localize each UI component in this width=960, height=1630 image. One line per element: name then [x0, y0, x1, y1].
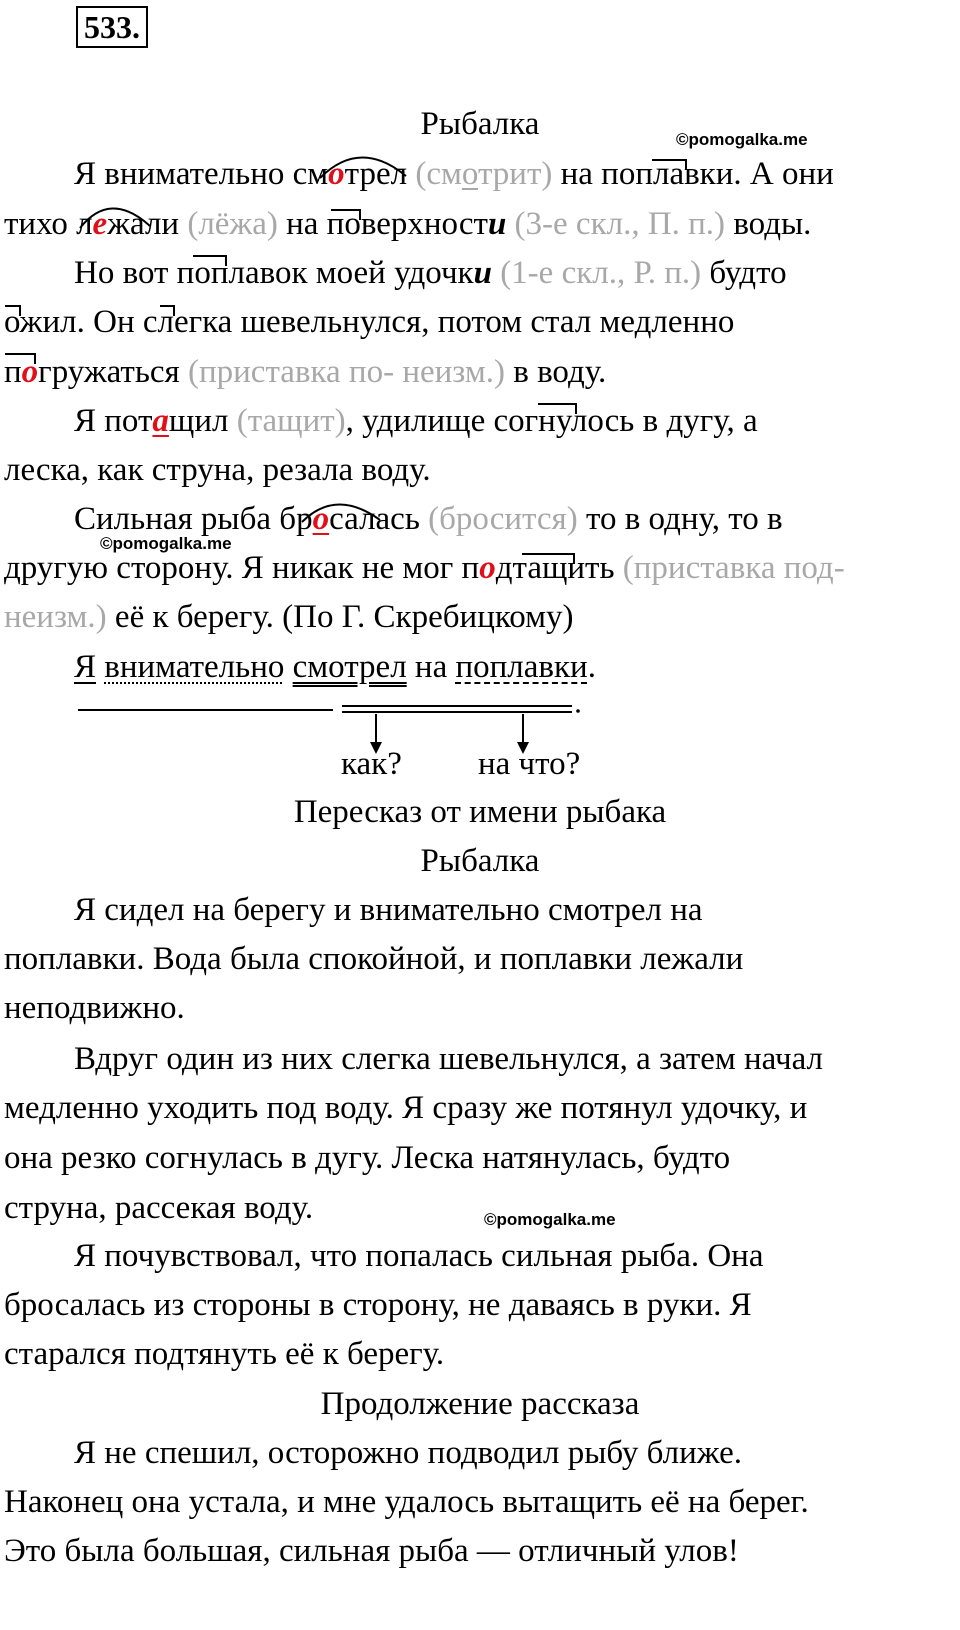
subject: Я	[74, 649, 97, 685]
text-line-6: Я потащил (тащит), удилище согнулось в дугу, а	[74, 403, 758, 439]
retell-line: поплавки. Вода была спокойной, и поплавки лежали	[4, 941, 744, 977]
retell-line: старался подтянуть её к берегу.	[4, 1336, 445, 1372]
retell-line: она резко согнулась в дугу. Леска натянулась, будто	[4, 1140, 731, 1176]
text-line-1: Я внимательно смотрел (смотрит) на поплавки. А они	[74, 156, 834, 192]
text-line-2: тихо лежали (лёжа) на поверхности (3-е скл., П. п.) воды.	[4, 206, 812, 242]
text-line-8: Сильная рыба бросалась (бросится) то в одну, то в	[74, 501, 783, 537]
retell-line: Я почувствовал, что попалась сильная рыба. Она	[74, 1238, 764, 1274]
retell-line: Вдруг один из них слегка шевельнулся, а затем начал	[74, 1041, 824, 1077]
text-line-5: погружаться (приставка по- неизм.) в воду.	[4, 354, 607, 390]
retell-line: бросалась из стороны в сторону, не даваясь в руки. Я	[4, 1287, 752, 1323]
text-line-9: другую сторону. Я никак не мог подтащить (приставка под-	[4, 550, 845, 586]
text-line-10: неизм.) её к берегу. (По Г. Скребицкому)	[4, 599, 574, 635]
continuation-heading: Продолжение рассказа	[320, 1386, 640, 1422]
retell-line: неподвижно.	[4, 990, 185, 1026]
retell-heading: Пересказ от имени рыбака	[293, 794, 667, 830]
text-title: Рыбалка	[420, 106, 540, 142]
exercise-number: 533.	[76, 6, 148, 48]
watermark: ©pomogalka.me	[100, 534, 232, 553]
sentence-parse: Я внимательно смотрел на поплавки.	[74, 649, 596, 685]
adverbial: внимательно	[104, 649, 285, 685]
text-line-4: ожил. Он слегка шевельнулся, потом стал медленно	[4, 304, 735, 340]
predicate: смотрел	[292, 649, 407, 685]
continuation-line: Наконец она устала, и мне удалось вытащить её на берег.	[4, 1484, 809, 1520]
question-how: как?	[341, 746, 402, 782]
question-on-what: на что?	[478, 746, 581, 782]
text-line-3: Но вот поплавок моей удочки (1-е скл., Р. п.) будто	[74, 255, 787, 291]
retell-line: Я сидел на берегу и внимательно смотрел на	[74, 892, 703, 928]
object: поплавки	[455, 649, 588, 685]
watermark: ©pomogalka.me	[484, 1210, 616, 1229]
text-line-7: леска, как струна, резала воду.	[4, 452, 431, 488]
continuation-line: Я не спешил, осторожно подводил рыбу ближе.	[74, 1435, 743, 1471]
retell-line: струна, рассекая воду.	[4, 1190, 314, 1226]
watermark: ©pomogalka.me	[676, 130, 808, 149]
retell-title: Рыбалка	[420, 843, 540, 879]
retell-line: медленно уходить под воду. Я сразу же потянул удочку, и	[4, 1090, 808, 1126]
continuation-line: Это была большая, сильная рыба — отличный улов!	[4, 1533, 739, 1569]
